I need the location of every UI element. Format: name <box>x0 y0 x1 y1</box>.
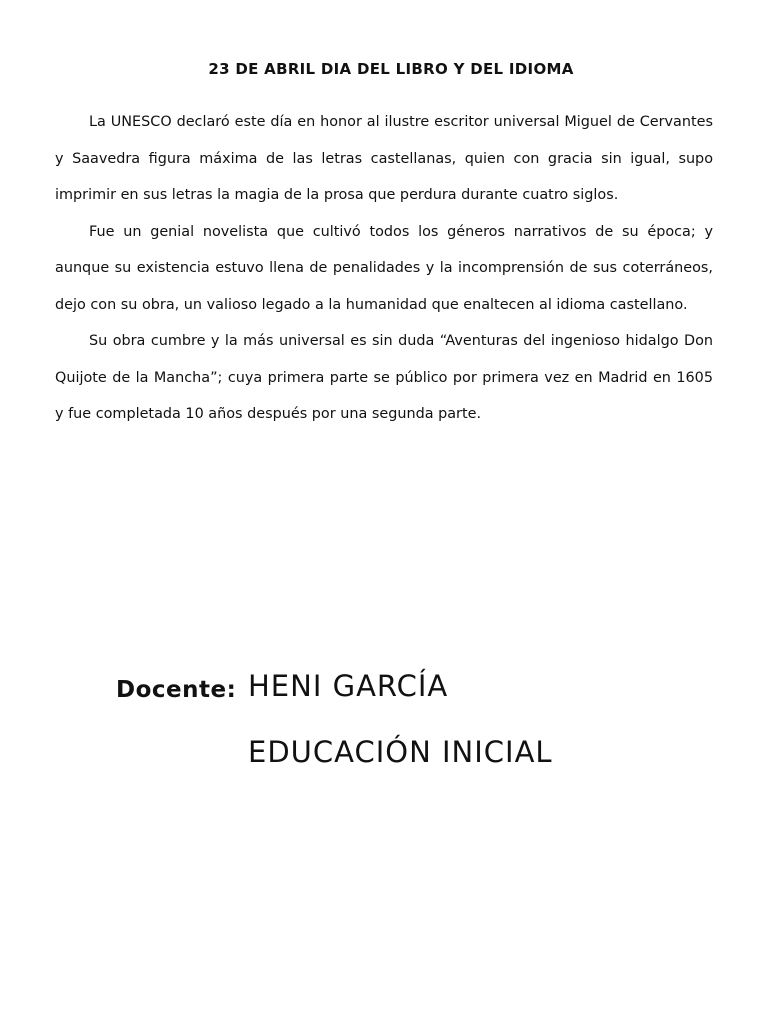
teacher-label: Docente: <box>116 677 237 703</box>
document-title: 23 DE ABRIL DIA DEL LIBRO Y DEL IDIOMA <box>208 60 574 78</box>
teacher-department: EDUCACIÓN INICIAL <box>248 735 553 769</box>
teacher-block <box>116 665 676 795</box>
paragraph-unesco: La UNESCO declaró este día en honor al ilustre escritor universal Miguel de Cervantes y Saavedra figura máxima de las letras castellanas, quien con gracia sin igual, supo imprimir en sus letras la magia de la prosa que perdura durante cuatro siglos. <box>55 114 713 203</box>
paragraph-quijote: Su obra cumbre y la más universal es sin duda “Aventuras del ingenioso hidalgo Don Quijote de la Mancha”; cuya primera parte se público por primera vez en Madrid en 1605 y fue completada 10 años después por una segunda parte. <box>55 333 713 422</box>
document-body <box>55 104 713 433</box>
teacher-name: HENI GARCÍA <box>248 669 449 703</box>
paragraph-novelist: Fue un genial novelista que cultivó todos los géneros narrativos de su época; y aunque su existencia estuvo llena de penalidades y la incomprensión de sus coterráneos, dejo con su obra, un valioso legado a la humanidad que enaltecen al idioma castellano. <box>55 223 713 313</box>
